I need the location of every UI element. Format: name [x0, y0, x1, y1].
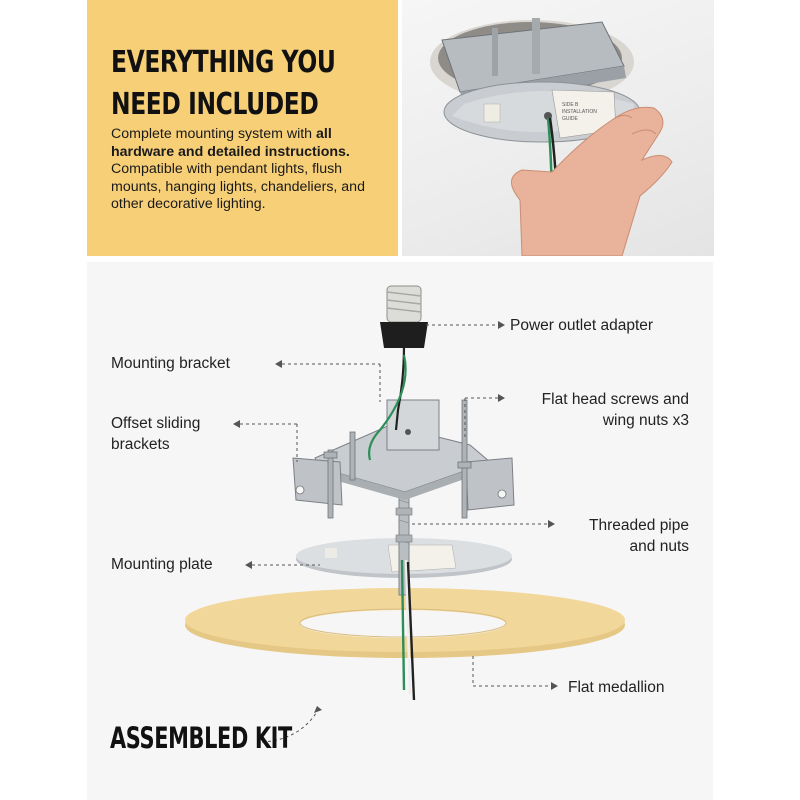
photo-label-line-1: SIDE B: [562, 102, 579, 108]
label-offset-line-2: brackets: [111, 436, 170, 453]
label-threaded-line-1: Threaded pipe: [589, 517, 689, 534]
description-bold: all hardware and detailed instructions.: [111, 126, 350, 160]
photo-label-line-2: INSTALLATION: [562, 109, 597, 115]
label-flat-head-line-2: wing nuts x3: [602, 412, 689, 429]
headline-line-2: NEED INCLUDED: [111, 87, 319, 122]
label-flat-head-line-1: Flat head screws and: [541, 391, 689, 408]
label-flat-medallion: Flat medallion: [568, 679, 665, 696]
label-mounting-plate: Mounting plate: [111, 556, 213, 573]
description-part-2: Compatible with pendant lights, flush mounts, hanging lights, chandeliers, and other decorative lighting.: [111, 161, 365, 213]
description-part-1: Complete mounting system with: [111, 126, 317, 142]
label-mounting-bracket: Mounting bracket: [111, 355, 230, 372]
power-outlet-adapter-shape: [380, 286, 428, 348]
photo-label-line-3: GUIDE: [562, 116, 578, 122]
label-threaded-line-2: and nuts: [629, 538, 689, 555]
headline-line-1: EVERYTHING YOU: [111, 45, 336, 80]
label-threaded-pipe: [540, 515, 689, 557]
label-offset-sliding-brackets: [111, 413, 200, 455]
label-flat-head-screws: [500, 389, 689, 431]
flat-medallion-shape: [185, 588, 625, 658]
assembled-kit-caption: ASSEMBLED KIT: [110, 721, 292, 755]
label-offset-line-1: Offset sliding: [111, 415, 201, 432]
label-power-outlet-adapter: Power outlet adapter: [510, 317, 654, 334]
